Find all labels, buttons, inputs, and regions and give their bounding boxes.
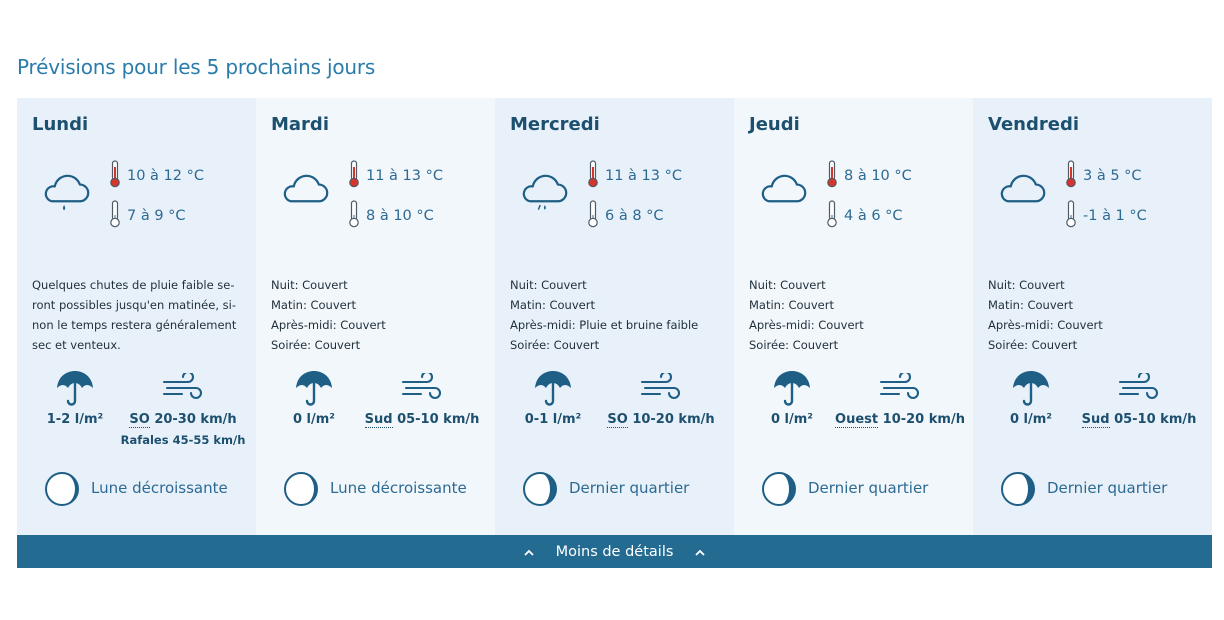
temp-low: 7 à 9 °C	[127, 208, 186, 224]
thermometer-high-icon	[587, 160, 605, 192]
thermometer-high-icon	[1065, 160, 1083, 192]
rain-amount: 0-1 l/m²	[524, 412, 582, 427]
umbrella-icon	[294, 370, 334, 412]
wind-info	[352, 412, 492, 427]
rain-amount: 0 l/m²	[770, 412, 813, 427]
description-line: sec et venteux.	[32, 338, 121, 352]
moon-phase-label: Lune décroissante	[330, 479, 467, 497]
day-description	[988, 275, 1198, 355]
moon-phase-icon	[521, 470, 559, 512]
wind-icon	[879, 373, 919, 407]
wind-direction[interactable]: SO	[607, 412, 628, 427]
temp-low: 4 à 6 °C	[844, 208, 903, 224]
thermometer-low-icon	[109, 200, 127, 232]
temp-high: 11 à 13 °C	[605, 168, 682, 184]
description-line: Soirée: Couvert	[510, 338, 600, 352]
umbrella-icon	[533, 370, 573, 412]
chevron-up-icon	[695, 544, 705, 560]
thermometer-low-icon	[348, 200, 366, 232]
description-line: Nuit: Couvert	[510, 278, 587, 292]
cloud-rain-icon	[39, 168, 91, 220]
temp-high: 11 à 13 °C	[366, 168, 443, 184]
description-line: Après-midi: Pluie et bruine faible	[510, 318, 699, 332]
forecast-days	[17, 98, 1212, 535]
toggle-details-button[interactable]	[17, 535, 1212, 568]
day-card	[256, 98, 495, 535]
wind-direction[interactable]: Ouest	[835, 412, 879, 427]
wind-speed: 10-20 km/h	[627, 412, 715, 427]
day-card	[734, 98, 973, 535]
description-line: Nuit: Couvert	[749, 278, 826, 292]
thermometer-high-icon	[348, 160, 366, 192]
day-description	[271, 275, 481, 355]
temperatures	[587, 156, 682, 236]
moon-phase-icon	[999, 470, 1037, 512]
wind-info	[830, 412, 970, 427]
wind-speed: 20-30 km/h	[149, 412, 237, 427]
temperatures	[348, 156, 443, 236]
toggle-details-label: Moins de détails	[555, 543, 674, 560]
day-description	[749, 275, 959, 355]
day-name: Jeudi	[749, 114, 800, 135]
description-line: Quelques chutes de pluie faible se-	[32, 278, 235, 292]
thermometer-high-icon	[109, 160, 127, 192]
description-line: ront possibles jusqu'en matinée, si-	[32, 298, 236, 312]
umbrella-icon	[55, 370, 95, 412]
thermometer-low-icon	[826, 200, 844, 232]
day-description	[510, 275, 720, 355]
description-line: Soirée: Couvert	[749, 338, 839, 352]
rain-amount: 1-2 l/m²	[46, 412, 104, 427]
moon-phase-icon	[43, 470, 81, 512]
temp-high: 10 à 12 °C	[127, 168, 204, 184]
wind-icon	[640, 373, 680, 407]
temp-low: 8 à 10 °C	[366, 208, 434, 224]
wind-icon	[1118, 373, 1158, 407]
description-line: non le temps restera généralement	[32, 318, 237, 332]
wind-info	[1069, 412, 1209, 427]
thermometer-low-icon	[587, 200, 605, 232]
cloud-icon	[756, 168, 808, 220]
moon-phase-label: Dernier quartier	[808, 479, 929, 497]
rain-amount: 0 l/m²	[1009, 412, 1052, 427]
description-line: Soirée: Couvert	[988, 338, 1078, 352]
day-card	[495, 98, 734, 535]
thermometer-high-icon	[826, 160, 844, 192]
day-name: Vendredi	[988, 114, 1079, 135]
moon-phase-label: Lune décroissante	[91, 479, 228, 497]
day-description	[32, 275, 242, 355]
description-line: Matin: Couvert	[510, 298, 595, 312]
wind-direction[interactable]: Sud	[1081, 412, 1110, 427]
moon-phase-icon	[760, 470, 798, 512]
wind-info	[591, 412, 731, 427]
wind-icon	[162, 373, 202, 407]
day-card	[973, 98, 1212, 535]
day-name: Lundi	[32, 114, 89, 135]
wind-speed: 10-20 km/h	[878, 412, 965, 427]
moon-phase-icon	[282, 470, 320, 512]
wind-direction[interactable]: SO	[129, 412, 150, 427]
temp-low: 6 à 8 °C	[605, 208, 664, 224]
chevron-up-icon	[524, 544, 534, 560]
wind-icon	[401, 373, 441, 407]
temperatures	[826, 156, 912, 236]
day-card	[17, 98, 256, 535]
temp-low: -1 à 1 °C	[1083, 208, 1147, 224]
moon-phase-label: Dernier quartier	[1047, 479, 1168, 497]
umbrella-icon	[1011, 370, 1051, 412]
description-line: Après-midi: Couvert	[271, 318, 386, 332]
description-line: Nuit: Couvert	[271, 278, 348, 292]
description-line: Après-midi: Couvert	[749, 318, 864, 332]
wind-direction[interactable]: Sud	[364, 412, 393, 427]
day-name: Mercredi	[510, 114, 600, 135]
wind-speed: 05-10 km/h	[392, 412, 480, 427]
wind-info	[113, 412, 253, 447]
cloud-icon	[995, 168, 1047, 220]
description-line: Nuit: Couvert	[988, 278, 1065, 292]
thermometer-low-icon	[1065, 200, 1083, 232]
rain-amount: 0 l/m²	[292, 412, 335, 427]
temperatures	[109, 156, 204, 236]
forecast-panel	[17, 98, 1212, 568]
wind-gusts: Rafales 45-55 km/h	[120, 433, 246, 447]
wind-speed: 05-10 km/h	[1109, 412, 1197, 427]
description-line: Soirée: Couvert	[271, 338, 361, 352]
description-line: Matin: Couvert	[749, 298, 834, 312]
temp-high: 8 à 10 °C	[844, 168, 912, 184]
description-line: Après-midi: Couvert	[988, 318, 1103, 332]
temperatures	[1065, 156, 1147, 236]
cloud-icon	[278, 168, 330, 220]
page-title: Prévisions pour les 5 prochains jours	[17, 55, 376, 79]
cloud-drizzle-icon	[517, 168, 569, 220]
moon-phase-label: Dernier quartier	[569, 479, 690, 497]
description-line: Matin: Couvert	[988, 298, 1073, 312]
umbrella-icon	[772, 370, 812, 412]
description-line: Matin: Couvert	[271, 298, 356, 312]
temp-high: 3 à 5 °C	[1083, 168, 1142, 184]
day-name: Mardi	[271, 114, 329, 135]
